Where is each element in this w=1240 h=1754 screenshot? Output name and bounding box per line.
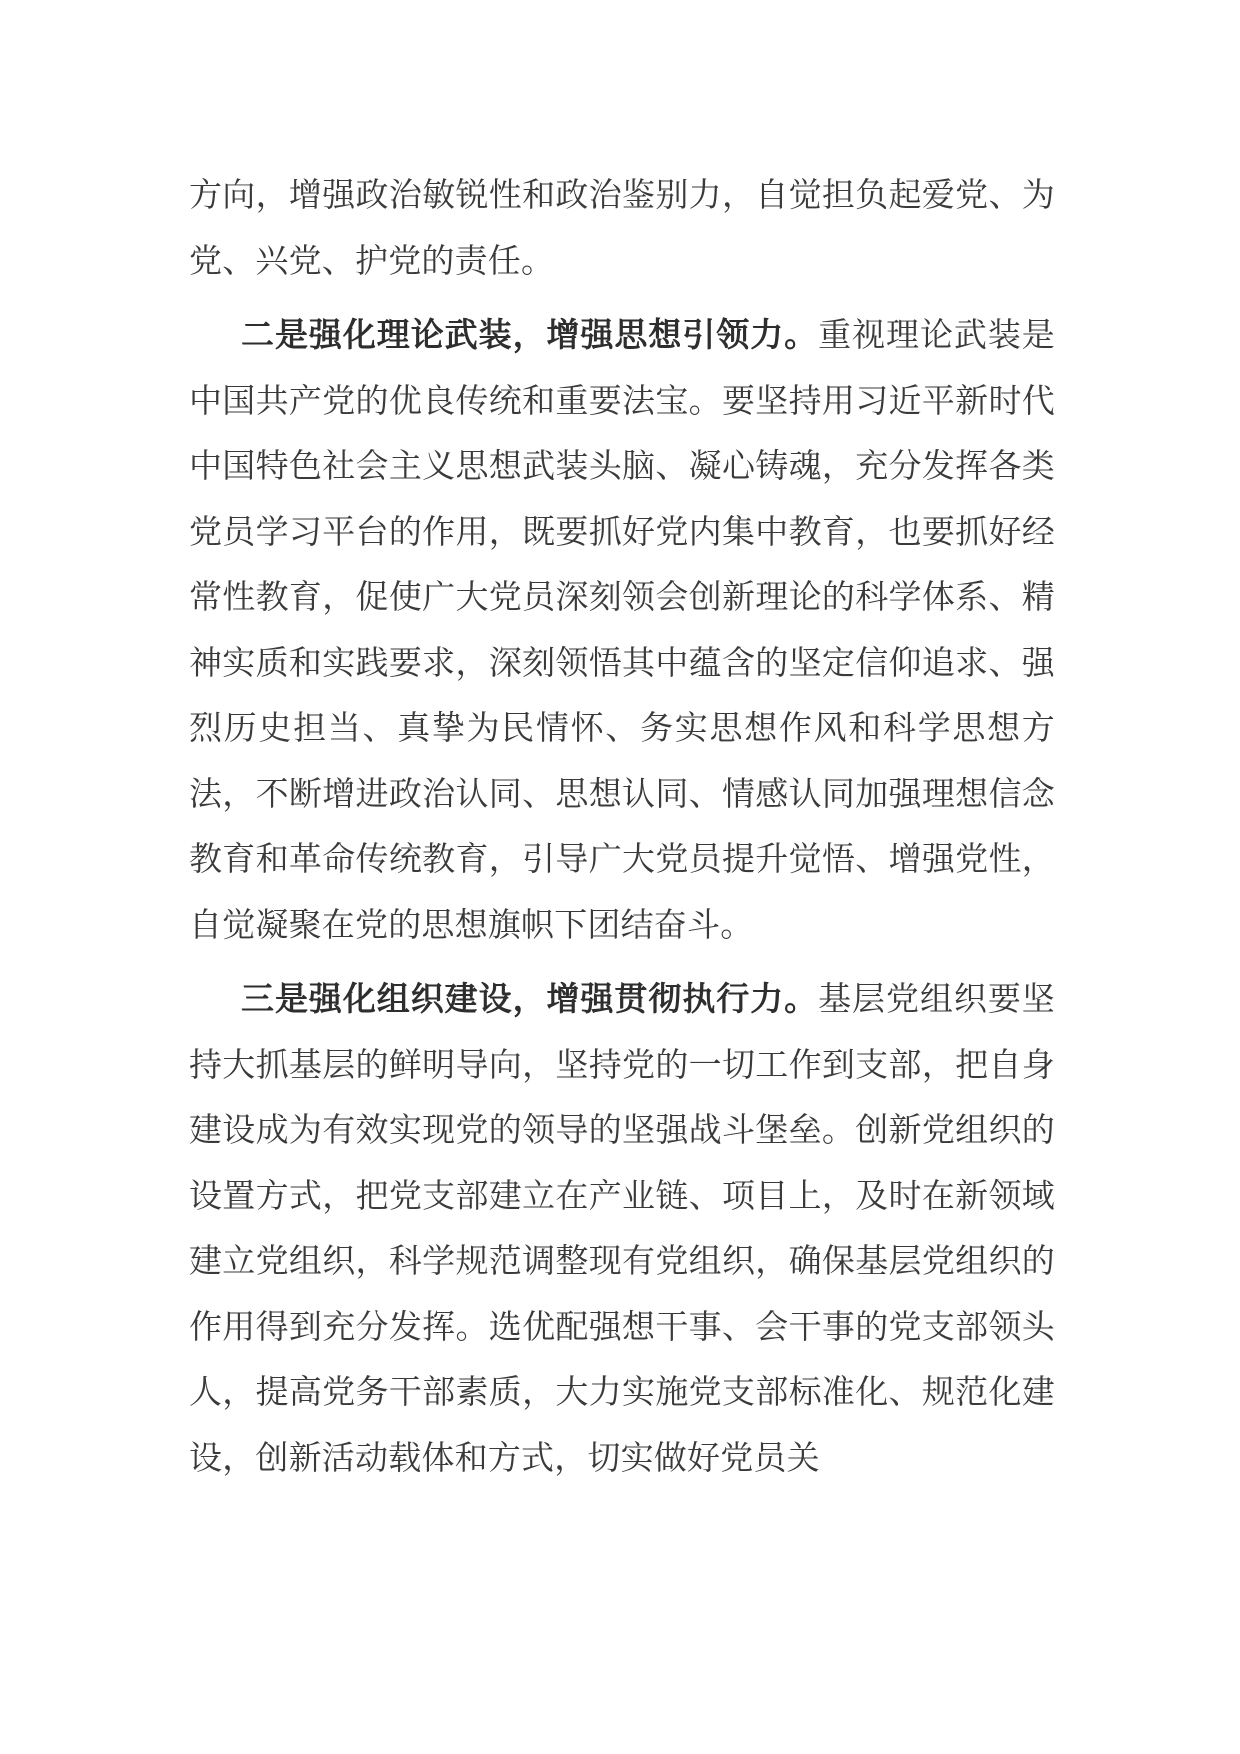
paragraph-heading: 二是强化理论武装，增强思想引领力。 [241, 315, 819, 354]
paragraph-text: 基层党组织要坚持大抓基层的鲜明导向，坚持党的一切工作到支部，把自身建设成为有效实现党的领导的坚强战斗堡垒。创新党组织的设置方式，把党支部建立在产业链、项目上，及时在新领域建立党组织，科学规范调整现有党组织，确保基层党组织的作用得到充分发挥。选优配强想干事、会干事的党支部领头人，提高党务干部素质，大力实施党支部标准化、规范化建设，创新活动载体和方式，切实做好党员关 [189, 979, 1055, 1477]
paragraph-text: 方向，增强政治敏锐性和政治鉴别力，自觉担负起爱党、为党、兴党、护党的责任。 [189, 175, 1055, 280]
paragraph-continuation [189, 162, 1055, 293]
paragraph-text: 重视理论武装是中国共产党的优良传统和重要法宝。要坚持用习近平新时代中国特色社会主义思想武装头脑、凝心铸魂，充分发挥各类党员学习平台的作用，既要抓好党内集中教育，也要抓好经常性教育，促使广大党员深刻领会创新理论的科学体系、精神实质和实践要求，深刻领悟其中蕴含的坚定信仰追求、强烈历史担当、真挚为民情怀、务实思想作风和科学思想方法，不断增进政治认同、思想认同、情感认同加强理想信念教育和革命传统教育，引导广大党员提升觉悟、增强党性，自觉凝聚在党的思想旗帜下团结奋斗。 [189, 315, 1055, 944]
paragraph-heading: 三是强化组织建设，增强贯彻执行力。 [241, 979, 819, 1018]
paragraph-theory-arming [189, 302, 1055, 957]
paragraph-organization-building [189, 966, 1055, 1490]
document-body [189, 162, 1055, 1499]
